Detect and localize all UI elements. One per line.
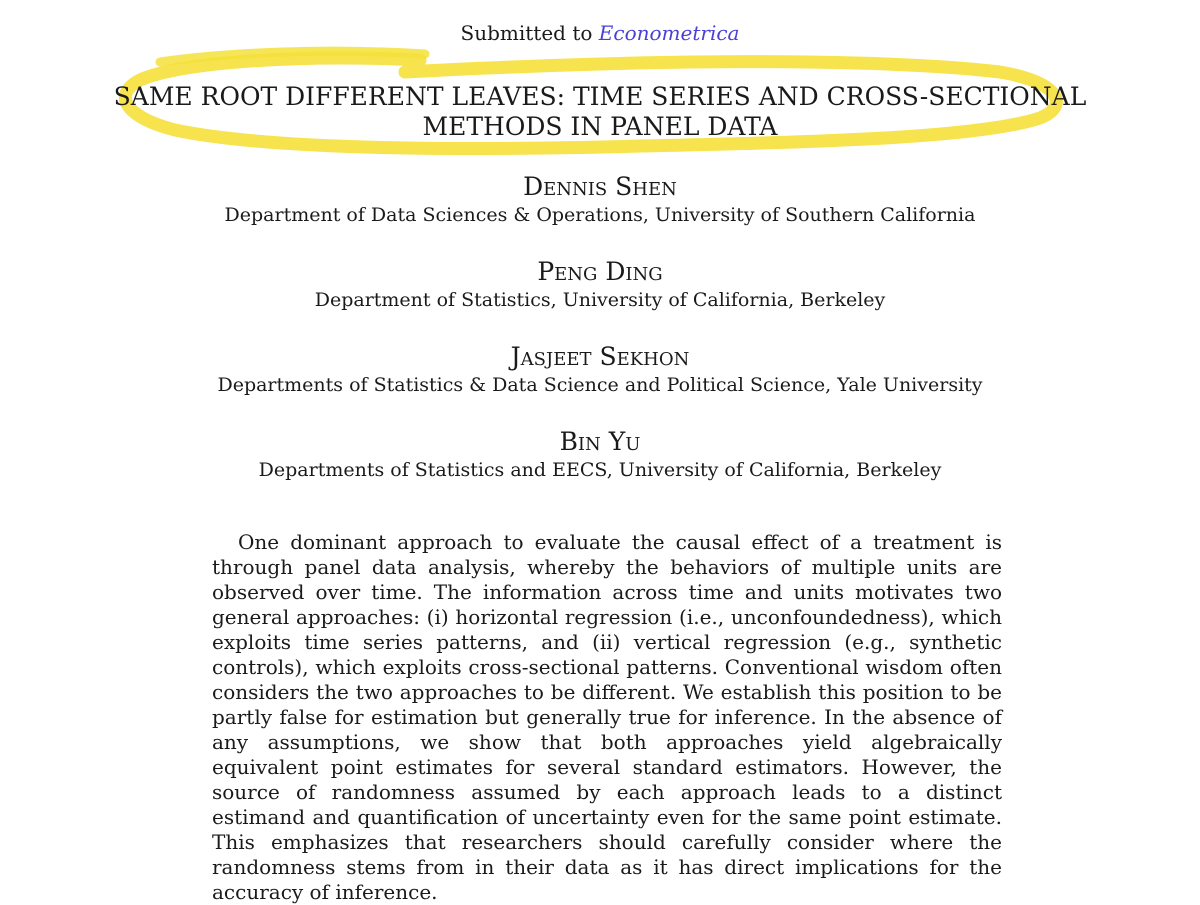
author-affiliation: Department of Data Sciences & Operations, University of Southern California <box>224 204 976 226</box>
author-name: Peng Ding <box>537 257 663 286</box>
abstract-paragraph: One dominant approach to evaluate the causal effect of a treatment is through panel data analysis, whereby the behaviors of multiple units are observed over time. The information across time and units motivates two general approaches: (i) horizontal regression (i.e., unconfoundedness), which exploits time series patterns, and (ii) vertical regression (e.g., synthetic controls), which exploits cross-sectional patterns. Conventional wisdom often considers the two approaches to be different. We establish this position to be partly false for estimation but generally true for inference. In the absence of any assumptions, we show that both approaches yield algebraically equivalent point estimates for several standard estimators. However, the source of randomness assumed by each approach leads to a distinct estimand and quantification of uncertainty even for the same point estimate. This emphasizes that researchers should carefully consider where the randomness stems from in their data as it has direct implications for the accuracy of inference. <box>212 530 1002 904</box>
title-line-2: METHODS IN PANEL DATA <box>422 112 778 141</box>
author-affiliation: Departments of Statistics & Data Science and Political Science, Yale University <box>217 374 983 396</box>
author-block-2 <box>0 257 1200 313</box>
submitted-prefix: Submitted to <box>460 21 593 45</box>
journal-link[interactable]: Econometrica <box>598 21 740 45</box>
title-line-1: SAME ROOT DIFFERENT LEAVES: TIME SERIES AND CROSS-SECTIONAL <box>113 82 1087 111</box>
author-block-1 <box>0 172 1200 228</box>
author-name: Jasjeet Sekhon <box>510 342 690 371</box>
author-block-4 <box>0 427 1200 483</box>
paper-title <box>60 82 1140 142</box>
submission-note <box>0 20 1200 46</box>
author-affiliation: Departments of Statistics and EECS, University of California, Berkeley <box>258 459 942 481</box>
author-affiliation: Department of Statistics, University of California, Berkeley <box>314 289 886 311</box>
author-name: Bin Yu <box>559 427 641 456</box>
author-block-3 <box>0 342 1200 398</box>
author-name: Dennis Shen <box>523 172 677 201</box>
